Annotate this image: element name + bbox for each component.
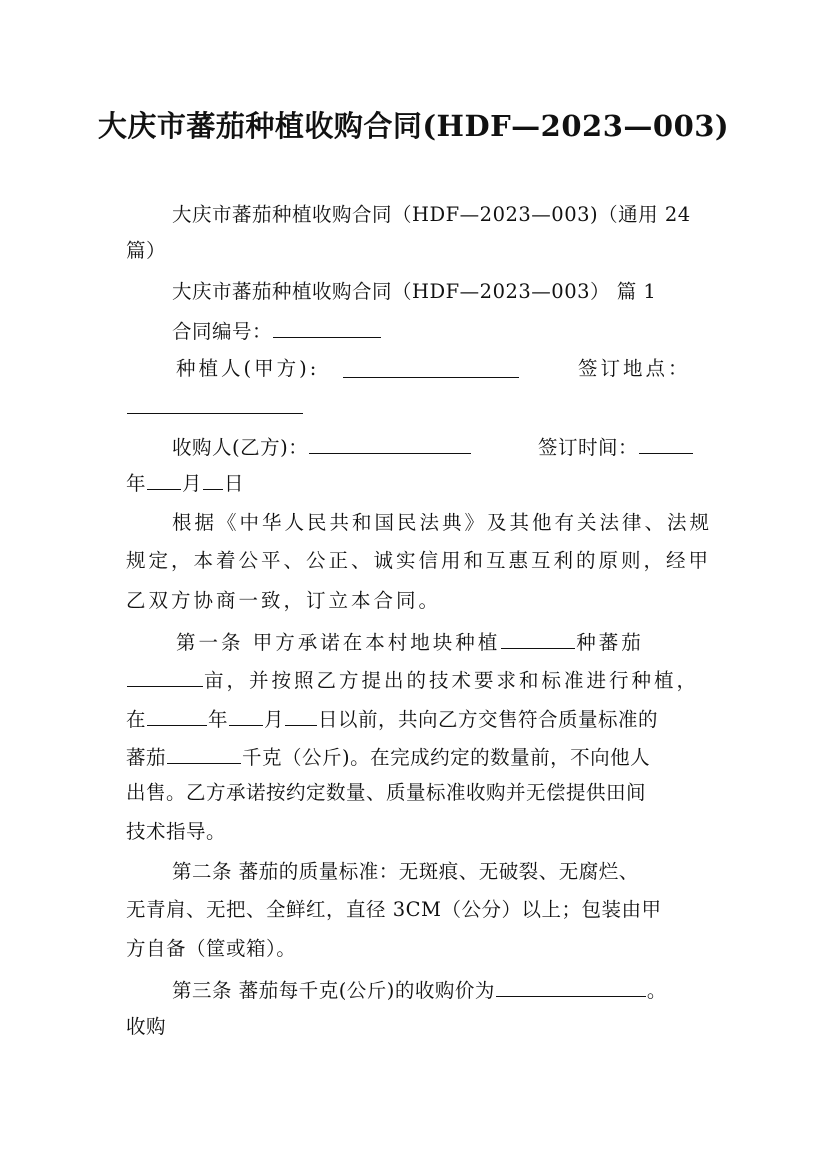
preamble-line: 乙双方协商一致，订立本合同。 xyxy=(126,589,442,612)
planter-label: 种植人(甲方): xyxy=(176,357,320,380)
article-1-year-blank xyxy=(147,705,207,726)
article-3-line: 收购 xyxy=(126,1015,167,1038)
intro-line: 大庆市蕃茄种植收购合同（HDF—2023—003)（通用 24 xyxy=(172,203,691,226)
document-title: 大庆市蕃茄种植收购合同(HDF—2023—003) xyxy=(97,109,730,143)
date-day: 日 xyxy=(224,472,245,495)
article-1-text: 第一条 甲方承诺在本村地块种植 xyxy=(176,631,501,654)
article-1-line xyxy=(126,743,650,770)
section-heading: 大庆市蕃茄种植收购合同（HDF—2023—003） 篇 1 xyxy=(172,280,657,303)
intro-line-continued: 篇） xyxy=(126,239,167,262)
article-1-area-blank xyxy=(127,666,203,687)
planter-blank xyxy=(343,357,519,378)
article-2-line: 第二条 蕃茄的质量标准：无斑痕、无破裂、无腐烂、 xyxy=(172,860,639,883)
article-1-month-blank xyxy=(229,705,263,726)
preamble-line: 规定，本着公平、公正、诚实信用和互惠互利的原则，经甲 xyxy=(126,549,712,572)
article-1-text: 年 xyxy=(208,708,229,731)
article-1-text: 蕃茄 xyxy=(126,746,167,769)
sign-place-row xyxy=(126,393,304,420)
article-1-text: 在 xyxy=(126,708,147,731)
sign-time-row xyxy=(538,433,694,460)
sign-date-row xyxy=(126,469,244,496)
date-day-blank xyxy=(203,469,223,490)
article-2-line: 方自备（筐或箱）。 xyxy=(126,937,297,960)
buyer-label: 收购人(乙方)： xyxy=(172,436,309,459)
article-3-line xyxy=(172,976,667,1003)
contract-number-row xyxy=(172,317,382,344)
article-1-variety-blank xyxy=(501,628,575,649)
sign-time-year-blank xyxy=(639,433,693,454)
buyer-blank xyxy=(309,433,471,454)
contract-number-label: 合同编号： xyxy=(172,320,273,343)
date-year: 年 xyxy=(126,472,147,495)
article-1-text: 亩，并按照乙方提出的技术要求和标准进行种植， xyxy=(204,669,700,692)
preamble-line: 根据《中华人民共和国民法典》及其他有关法律、法规 xyxy=(172,511,713,534)
article-3-text: 第三条 蕃茄每千克(公斤)的收购价为 xyxy=(172,979,495,1002)
article-3-text: 。 xyxy=(646,979,667,1002)
contract-number-blank xyxy=(273,317,381,338)
date-month-blank xyxy=(147,469,181,490)
sign-time-label: 签订时间： xyxy=(538,436,639,459)
article-1-quantity-blank xyxy=(167,743,241,764)
article-1-line: 技术指导。 xyxy=(126,820,227,843)
article-1-text: 千克（公斤)。在完成约定的数量前，不向他人 xyxy=(242,746,651,769)
article-1-text: 日以前，共向乙方交售符合质量标准的 xyxy=(318,708,659,731)
article-1-line xyxy=(126,666,699,693)
article-2-line: 无青肩、无把、全鲜红，直径 3CM（公分）以上；包装由甲 xyxy=(126,898,662,921)
article-1-text: 种蕃茄 xyxy=(576,631,644,654)
sign-place-blank xyxy=(127,393,303,414)
article-3-price-blank xyxy=(496,976,646,997)
sign-place-label: 签订地点： xyxy=(578,357,691,380)
buyer-row xyxy=(172,433,472,460)
article-1-line: 出售。乙方承诺按约定数量、质量标准收购并无偿提供田间 xyxy=(126,781,647,804)
article-1-day-blank xyxy=(285,705,317,726)
article-1-line xyxy=(176,628,644,655)
planter-row-blank xyxy=(342,357,520,384)
article-1-line xyxy=(126,705,658,732)
article-1-text: 月 xyxy=(264,708,285,731)
date-month: 月 xyxy=(182,472,203,495)
